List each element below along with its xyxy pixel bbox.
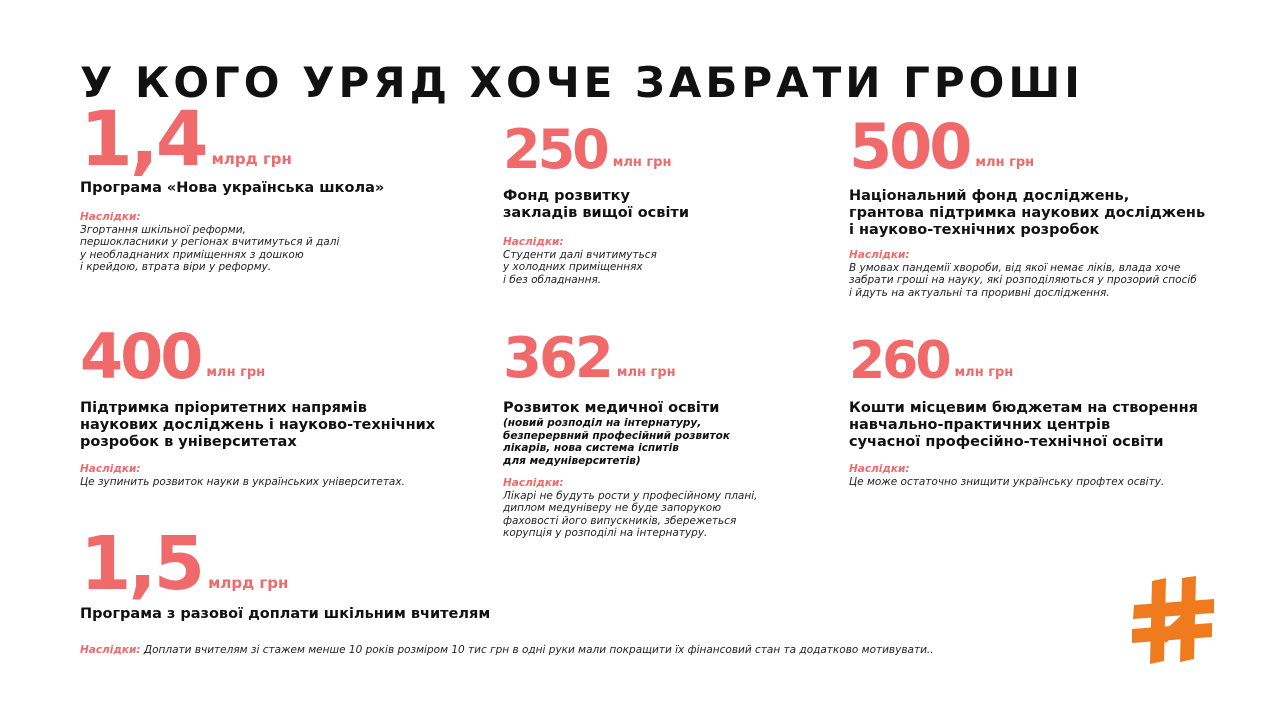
consequences-label: Наслідки: [80, 644, 141, 656]
amount-unit: млн грн [975, 155, 1035, 170]
consequence-line: диплом медуніверу не буде запорукою [503, 502, 722, 514]
item-heading [849, 188, 1249, 239]
amount-row [503, 326, 823, 391]
consequences-label: Наслідки: [503, 477, 564, 489]
heading-line: Національний фонд досліджень, [849, 188, 1130, 204]
heading-line: Підтримка пріоритетних напрямів [80, 400, 367, 416]
heading-line: розробок в університетах [80, 434, 297, 450]
amount-value: 1,4 [80, 94, 206, 183]
consequence-line: Лікарі не будуть рости у професійному плані, [503, 489, 758, 502]
amount-row [80, 320, 460, 393]
amount-unit: млрд грн [211, 150, 292, 168]
consequence-line: Це зупинить розвиток науки в українських університетах. [80, 475, 405, 488]
consequence-line: і крейдою, втрата віри у реформу. [80, 261, 272, 273]
consequence-line: і без обладнання. [503, 273, 602, 286]
subheading-line: безперервний професійний розвиток [503, 429, 730, 442]
consequence-line: В умовах пандемії хвороби, від якої немає ліків, влада хоче [849, 261, 1181, 274]
subheading-line: для медуніверситетів) [503, 454, 641, 467]
item-koshty-mistsevym-biudzhetam [849, 331, 1249, 488]
heading-line: Програма «Нова українська школа» [80, 180, 385, 196]
amount-row [80, 521, 580, 607]
amount-value: 500 [849, 110, 970, 183]
amount-row [849, 331, 1249, 391]
item-heading [80, 180, 460, 197]
heading-line: сучасної професійно-технічної освіти [849, 434, 1164, 450]
item-razova-doplata-vchyteliam [80, 521, 580, 623]
amount-row [80, 94, 460, 183]
item-fond-rozvytku-zakladiv [503, 118, 803, 286]
subheading-line: лікарів, нова система іспитів [503, 442, 679, 454]
page-title: У КОГО УРЯД ХОЧЕ ЗАБРАТИ ГРОШІ [80, 58, 1084, 108]
heading-line: грантова підтримка наукових досліджень [849, 205, 1206, 221]
heading-line: наукових досліджень і науково-технічних [80, 417, 436, 433]
consequence-line: забрати гроші на науку, які розподіляються у прозорий спосіб [849, 274, 1197, 286]
amount-unit: млн грн [612, 155, 672, 170]
amount-row [503, 118, 803, 181]
heading-line: Кошти місцевим бюджетам на створення [849, 400, 1198, 416]
consequence-line: Студенти далі вчитимуться [503, 248, 657, 261]
consequences-label: Наслідки: [849, 463, 910, 475]
consequence-line: Доплати вчителям зі стажем менше 10 років розміром 10 тис грн в одні руки мали покращити їх фінансовий стан та додатково мотивувати.. [143, 644, 934, 656]
consequence-line: Це може остаточно знищити українську профтех освіту. [849, 475, 1165, 488]
amount-unit: млрд грн [208, 574, 289, 592]
amount-unit: млн грн [954, 365, 1014, 380]
consequences-label: Наслідки: [503, 236, 564, 248]
item-consequences [80, 463, 460, 488]
subheading-line: (новий розподіл на інтернатуру, [503, 417, 702, 429]
heading-line: Розвиток медичної освіти [503, 400, 720, 416]
item-consequences [80, 211, 460, 274]
consequences-label: Наслідки: [80, 211, 141, 223]
item-heading [503, 188, 803, 222]
consequence-line: першокласники у регіонах вчитимуться й далі [80, 236, 340, 248]
heading-line: Фонд розвитку [503, 188, 630, 204]
item-pidtrymka-priorytetnykh-napriamiv [80, 320, 460, 488]
item-natsionalnyi-fond-doslidzhen [849, 110, 1249, 299]
item-heading [80, 400, 460, 451]
consequence-line: у необладнаних приміщеннях з дошкою [80, 248, 304, 261]
amount-row [849, 110, 1249, 183]
amount-value: 362 [503, 326, 611, 391]
consequence-line: і йдуть на актуальні та проривні дослідження. [849, 286, 1110, 299]
consequence-line: фаховості його випускників, збережеться [503, 514, 737, 527]
item-consequences-inline [80, 644, 934, 656]
hashtag-logo-svg [1130, 575, 1216, 667]
consequence-line: корупція у розподілі на інтернатуру. [503, 527, 708, 539]
consequence-line: Згортання шкільної реформи, [80, 223, 246, 236]
item-consequences [849, 249, 1249, 299]
item-consequences [503, 236, 803, 286]
consequences-label: Наслідки: [849, 249, 910, 261]
amount-unit: млн грн [206, 365, 266, 380]
item-nova-ukrainska-shkola [80, 94, 460, 274]
amount-value: 250 [503, 118, 607, 181]
item-heading [849, 400, 1249, 451]
item-heading [80, 606, 580, 623]
amount-value: 260 [849, 331, 949, 391]
item-consequences [849, 463, 1249, 488]
heading-line: Програма з разової доплати шкільним вчителям [80, 606, 491, 622]
hashtag-logo-icon [1130, 575, 1216, 671]
heading-line: і науково-технічних розробок [849, 222, 1100, 238]
amount-unit: млн грн [616, 365, 676, 380]
item-rozvytok-medychnoi-osvity [503, 326, 823, 540]
amount-value: 400 [80, 320, 201, 393]
item-heading [503, 400, 823, 417]
heading-line: навчально-практичних центрів [849, 417, 1111, 433]
heading-line: закладів вищої освіти [503, 205, 689, 221]
consequences-label: Наслідки: [80, 463, 141, 475]
consequence-line: у холодних приміщеннях [503, 261, 643, 273]
amount-value: 1,5 [80, 521, 203, 607]
item-subheading [503, 417, 823, 467]
